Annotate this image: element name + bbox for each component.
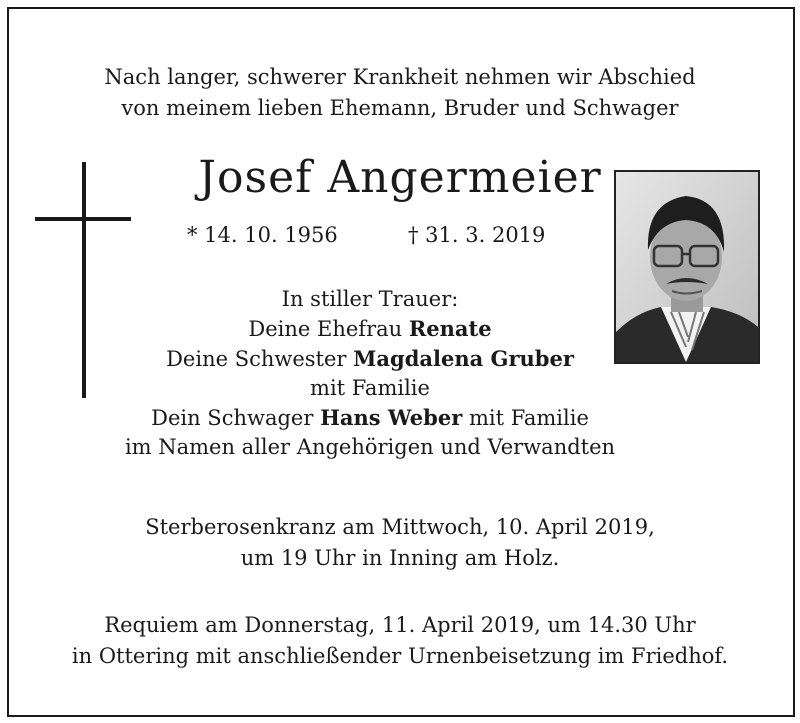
brother-in-law-name: Hans Weber	[320, 405, 463, 430]
sister-name: Magdalena Gruber	[353, 346, 574, 371]
deceased-name: Josef Angermeier	[198, 152, 602, 203]
intro-line-1: Nach langer, schwerer Krankheit nehmen wir Abschied	[104, 65, 696, 89]
death-date: † 31. 3. 2019	[408, 223, 546, 247]
rosary-info	[0, 512, 800, 574]
requiem-line-1: Requiem am Donnerstag, 11. April 2019, um 14.30 Uhr	[104, 613, 696, 637]
wife-name: Renate	[408, 316, 492, 341]
sister-prefix: Deine Schwester	[166, 347, 347, 371]
mourner-sister	[0, 344, 740, 374]
mourner-brother-in-law	[0, 403, 740, 433]
wife-prefix: Deine Ehefrau	[248, 317, 403, 341]
mourners-closing: im Namen aller Angehörigen und Verwandten	[124, 435, 616, 459]
mourners-heading: In stiller Trauer:	[281, 287, 459, 311]
requiem-info	[0, 610, 800, 672]
intro-line-2: von meinem lieben Ehemann, Bruder und Schwager	[121, 96, 679, 120]
rosary-line-1: Sterberosenkranz am Mittwoch, 10. April 2019,	[145, 515, 655, 539]
birth-date: * 14. 10. 1956	[187, 223, 338, 247]
cross-icon-bar	[35, 217, 131, 221]
mourner-wife	[0, 314, 740, 344]
intro-text	[0, 62, 800, 124]
brother-in-law-prefix: Dein Schwager	[151, 406, 314, 430]
sister-suffix: mit Familie	[310, 376, 430, 400]
requiem-line-2: in Ottering mit anschließender Urnenbeisetzung im Friedhof.	[71, 644, 729, 668]
rosary-line-2: um 19 Uhr in Inning am Holz.	[240, 546, 560, 570]
mourners-block	[0, 285, 740, 462]
brother-in-law-suffix: mit Familie	[468, 406, 589, 430]
